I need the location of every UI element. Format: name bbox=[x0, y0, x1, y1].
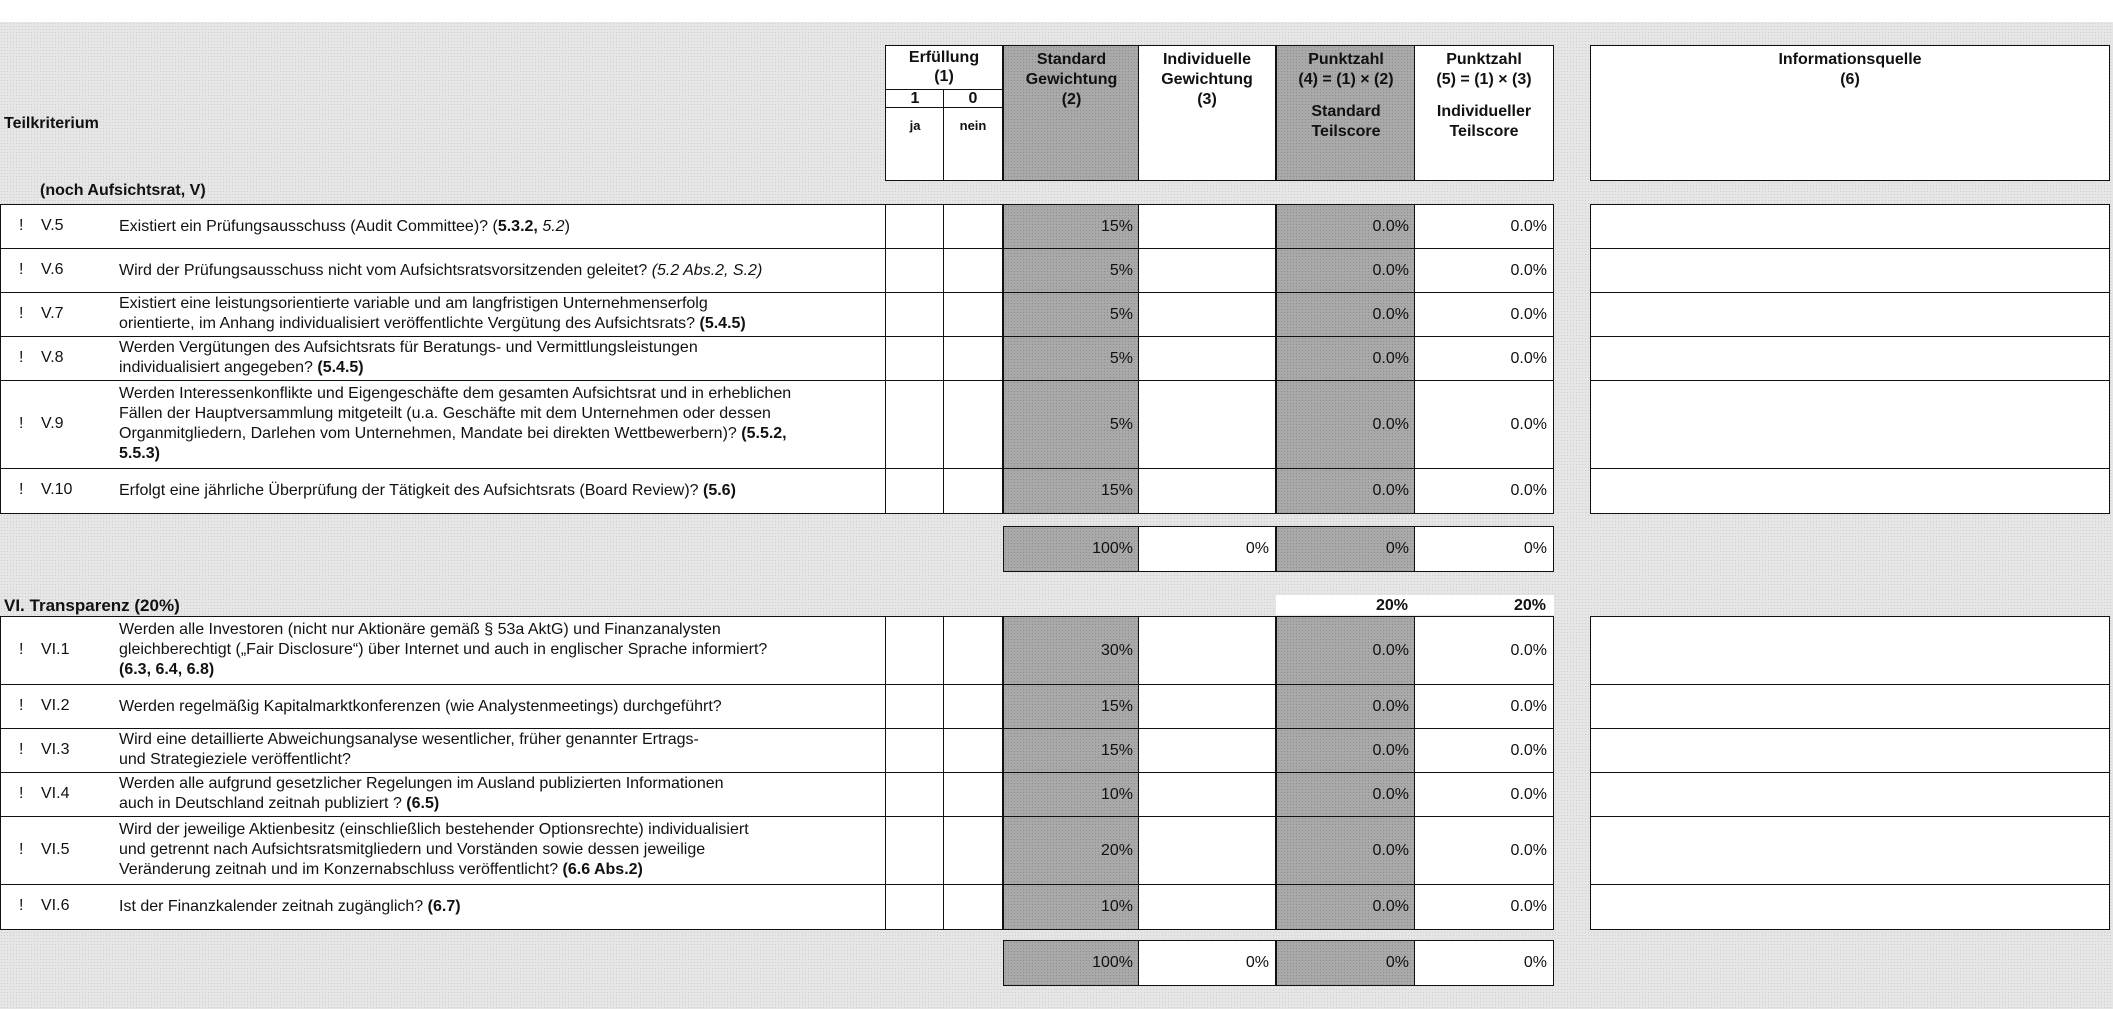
nein-checkbox[interactable] bbox=[943, 728, 1003, 774]
erfuellung-number: (1) bbox=[934, 68, 954, 85]
nein-checkbox[interactable] bbox=[943, 292, 1003, 338]
criterion-text: Werden Interessenkonflikte und Eigengeschäfte dem gesamten Aufsichtsrat und in erheblichen Fällen der Hauptversammlung mitgeteilt (u.a. Geschäfte mit dem Unternehmen oder dessen Organmitgliedern, Darlehen vom Unternehmen, Mandate bei direkten Wettbewerbern)? (5.5.2, 5.5.3) bbox=[119, 385, 792, 462]
individuelle-gewichtung-header bbox=[1138, 45, 1276, 181]
info-source-input[interactable] bbox=[1590, 468, 2110, 514]
individual-weight-input[interactable] bbox=[1138, 616, 1276, 686]
nein-checkbox[interactable] bbox=[943, 616, 1003, 686]
std-gew-line3: (2) bbox=[1061, 91, 1082, 108]
criterion-cell bbox=[0, 336, 887, 382]
standard-score-cell: 0.0% bbox=[1276, 616, 1416, 686]
info-source-input[interactable] bbox=[1590, 884, 2110, 930]
criterion-code: V.7 bbox=[41, 305, 64, 322]
standard-score-cell: 0.0% bbox=[1276, 684, 1416, 730]
value-1-header bbox=[885, 89, 945, 109]
standard-weight-cell: 5% bbox=[1003, 336, 1140, 382]
nein-label: nein bbox=[959, 118, 987, 133]
standard-weight-cell: 15% bbox=[1003, 468, 1140, 514]
ja-label: ja bbox=[909, 118, 921, 133]
ja-checkbox[interactable] bbox=[885, 772, 945, 818]
individual-score-cell: 0.0% bbox=[1414, 336, 1554, 382]
individual-score-cell: 0.0% bbox=[1414, 728, 1554, 774]
criterion-cell bbox=[0, 204, 887, 250]
standard-weight-cell: 5% bbox=[1003, 248, 1140, 294]
individual-score-cell: 0.0% bbox=[1414, 204, 1554, 250]
standard-weight-cell: 30% bbox=[1003, 616, 1140, 686]
importance-mark: ! bbox=[19, 415, 24, 432]
importance-mark: ! bbox=[19, 785, 24, 802]
criterion-text: Werden alle aufgrund gesetzlicher Regelungen im Ausland publizierten Informationen auch in Deutschland zeitnah publiziert ? (6.5) bbox=[119, 775, 724, 812]
pz4-line2: (4) = (1) × (2) bbox=[1298, 71, 1394, 88]
erfuellung-label: Erfüllung bbox=[908, 49, 980, 66]
nein-checkbox[interactable] bbox=[943, 468, 1003, 514]
criterion-text: Werden regelmäßig Kapitalmarktkonferenzen (wie Analystenmeetings) durchgeführt? bbox=[119, 698, 722, 715]
criterion-cell bbox=[0, 728, 887, 774]
individual-weight-input[interactable] bbox=[1138, 204, 1276, 250]
standard-weight-cell: 5% bbox=[1003, 380, 1140, 470]
section-vi-title: VI. Transparenz (20%) bbox=[4, 596, 180, 615]
total-standard-weight: 100% bbox=[1003, 526, 1140, 572]
nein-checkbox[interactable] bbox=[943, 336, 1003, 382]
teilkriterium-label: Teilkriterium bbox=[4, 115, 99, 132]
info-source-input[interactable] bbox=[1590, 204, 2110, 250]
ja-checkbox[interactable] bbox=[885, 204, 945, 250]
criterion-text: Wird eine detaillierte Abweichungsanalyse wesentlicher, früher genannter Ertrags- und Strategieziele veröffentlicht? bbox=[119, 731, 699, 768]
info-line1: Informationsquelle bbox=[1778, 51, 1922, 68]
criterion-text: Ist der Finanzkalender zeitnah zugänglich? (6.7) bbox=[119, 898, 461, 915]
std-gew-line1: Standard bbox=[1036, 51, 1107, 68]
importance-mark: ! bbox=[19, 261, 24, 278]
pz5-line4: Teilscore bbox=[1449, 123, 1519, 140]
value-1-label: 1 bbox=[910, 90, 920, 107]
ind-gew-line1: Individuelle bbox=[1162, 51, 1251, 68]
scorecard-page bbox=[0, 22, 2113, 1009]
standard-score-cell: 0.0% bbox=[1276, 336, 1416, 382]
individual-score-cell: 0.0% bbox=[1414, 684, 1554, 730]
ja-checkbox[interactable] bbox=[885, 380, 945, 470]
criterion-text: Existiert eine leistungsorientierte variable und am langfristigen Unternehmenserfolg orientierte, im Anhang individualisiert veröffentlichte Vergütung des Aufsichtsrats? (5.4.5) bbox=[119, 295, 746, 332]
criterion-cell bbox=[0, 292, 887, 338]
ja-checkbox[interactable] bbox=[885, 616, 945, 686]
criterion-cell bbox=[0, 468, 887, 514]
nein-checkbox[interactable] bbox=[943, 884, 1003, 930]
individual-weight-input[interactable] bbox=[1138, 884, 1276, 930]
standard-score-cell: 0.0% bbox=[1276, 204, 1416, 250]
standard-weight-cell: 10% bbox=[1003, 772, 1140, 818]
pz4-line1: Punktzahl bbox=[1308, 51, 1384, 68]
individual-weight-input[interactable] bbox=[1138, 248, 1276, 294]
importance-mark: ! bbox=[19, 305, 24, 322]
importance-mark: ! bbox=[19, 841, 24, 858]
standard-score-cell: 0.0% bbox=[1276, 816, 1416, 886]
standard-score-cell: 0.0% bbox=[1276, 468, 1416, 514]
criterion-text: Erfolgt eine jährliche Überprüfung der Tätigkeit des Aufsichtsrats (Board Review)? (5.6) bbox=[119, 482, 736, 499]
nein-checkbox[interactable] bbox=[943, 684, 1003, 730]
info-source-input[interactable] bbox=[1590, 684, 2110, 730]
pz5-line1: Punktzahl bbox=[1446, 51, 1522, 68]
standard-score-cell: 0.0% bbox=[1276, 292, 1416, 338]
individual-weight-input[interactable] bbox=[1138, 468, 1276, 514]
pz5-line3: Individueller bbox=[1436, 103, 1532, 120]
criterion-text: Werden alle Investoren (nicht nur Aktionäre gemäß § 53a AktG) und Finanzanalysten gleichberechtigt („Fair Disclosure“) über Internet und auch in englischer Sprache informiert? (6.3, 6.4, 6.8) bbox=[119, 621, 768, 678]
individual-weight-input[interactable] bbox=[1138, 292, 1276, 338]
informationsquelle-header bbox=[1590, 45, 2110, 181]
pz4-line4: Teilscore bbox=[1311, 123, 1381, 140]
criterion-cell bbox=[0, 816, 887, 886]
nein-checkbox[interactable] bbox=[943, 816, 1003, 886]
importance-mark: ! bbox=[19, 217, 24, 234]
value-0-label: 0 bbox=[968, 90, 978, 107]
standard-score-cell: 0.0% bbox=[1276, 380, 1416, 470]
ja-checkbox[interactable] bbox=[885, 468, 945, 514]
importance-mark: ! bbox=[19, 349, 24, 366]
criterion-cell bbox=[0, 616, 887, 686]
ja-checkbox[interactable] bbox=[885, 292, 945, 338]
std-gew-line2: Gewichtung bbox=[1025, 71, 1118, 88]
standard-weight-cell: 10% bbox=[1003, 884, 1140, 930]
individual-score-cell: 0.0% bbox=[1414, 884, 1554, 930]
ja-checkbox[interactable] bbox=[885, 684, 945, 730]
info-source-input[interactable] bbox=[1590, 292, 2110, 338]
total-individual-weight: 0% bbox=[1138, 940, 1276, 986]
info-source-input[interactable] bbox=[1590, 248, 2110, 294]
individual-weight-input[interactable] bbox=[1138, 772, 1276, 818]
section-v-title: (noch Aufsichtsrat, V) bbox=[40, 182, 206, 199]
nein-checkbox[interactable] bbox=[943, 204, 1003, 250]
individual-weight-input[interactable] bbox=[1138, 816, 1276, 886]
total-individual-weight: 0% bbox=[1138, 526, 1276, 572]
standard-score-cell: 0.0% bbox=[1276, 772, 1416, 818]
info-source-input[interactable] bbox=[1590, 816, 2110, 886]
total-standard-score: 0% bbox=[1276, 526, 1416, 572]
punktzahl-individuell-header bbox=[1414, 45, 1554, 181]
total-individual-score: 0% bbox=[1414, 526, 1554, 572]
standard-weight-cell: 20% bbox=[1003, 816, 1140, 886]
individual-score-cell: 0.0% bbox=[1414, 380, 1554, 470]
section-vi-ind-pct: 20% bbox=[1514, 597, 1547, 614]
standard-score-cell: 0.0% bbox=[1276, 884, 1416, 930]
total-standard-weight: 100% bbox=[1003, 940, 1140, 986]
nein-checkbox[interactable] bbox=[943, 380, 1003, 470]
standard-weight-cell: 15% bbox=[1003, 728, 1140, 774]
ja-checkbox[interactable] bbox=[885, 248, 945, 294]
info-source-input[interactable] bbox=[1590, 772, 2110, 818]
criterion-code: V.6 bbox=[41, 261, 64, 278]
importance-mark: ! bbox=[19, 641, 24, 658]
criterion-cell bbox=[0, 884, 887, 930]
criterion-cell bbox=[0, 684, 887, 730]
nein-checkbox[interactable] bbox=[943, 248, 1003, 294]
individual-weight-input[interactable] bbox=[1138, 336, 1276, 382]
info-source-input[interactable] bbox=[1590, 380, 2110, 470]
ind-gew-line2: Gewichtung bbox=[1161, 71, 1253, 88]
criterion-code: VI.1 bbox=[41, 641, 70, 658]
criterion-code: VI.6 bbox=[41, 897, 70, 914]
criterion-text: Wird der jeweilige Aktienbesitz (einschließlich bestehender Optionsrechte) individualisiert und getrennt nach Aufsichtsratsmitgliedern und Vorständen sowie dessen jeweilige Veränderung zeitnah und im Konzernabschluss veröffentlicht? (6.6 Abs.2) bbox=[119, 821, 749, 878]
importance-mark: ! bbox=[19, 741, 24, 758]
standard-weight-cell: 15% bbox=[1003, 204, 1140, 250]
individual-score-cell: 0.0% bbox=[1414, 772, 1554, 818]
criterion-code: VI.2 bbox=[41, 697, 70, 714]
section-vi-pct-band bbox=[1276, 595, 1554, 615]
info-source-input[interactable] bbox=[1590, 616, 2110, 686]
standard-score-cell: 0.0% bbox=[1276, 248, 1416, 294]
criterion-code: V.10 bbox=[41, 481, 73, 498]
individual-score-cell: 0.0% bbox=[1414, 468, 1554, 514]
criterion-text: Wird der Prüfungsausschuss nicht vom Aufsichtsratsvorsitzenden geleitet? (5.2 Abs.2, S.2) bbox=[119, 262, 763, 279]
criterion-code: VI.3 bbox=[41, 741, 70, 758]
importance-mark: ! bbox=[19, 897, 24, 914]
criterion-code: V.8 bbox=[41, 349, 64, 366]
criterion-code: VI.5 bbox=[41, 841, 70, 858]
pz5-line2: (5) = (1) × (3) bbox=[1436, 71, 1532, 88]
total-standard-score: 0% bbox=[1276, 940, 1416, 986]
total-individual-score: 0% bbox=[1414, 940, 1554, 986]
importance-mark: ! bbox=[19, 697, 24, 714]
section-vi-std-pct: 20% bbox=[1376, 597, 1409, 614]
standard-score-cell: 0.0% bbox=[1276, 728, 1416, 774]
punktzahl-standard-header bbox=[1276, 45, 1416, 181]
standard-weight-cell: 15% bbox=[1003, 684, 1140, 730]
individual-weight-input[interactable] bbox=[1138, 380, 1276, 470]
individual-score-cell: 0.0% bbox=[1414, 816, 1554, 886]
ind-gew-line3: (3) bbox=[1197, 91, 1217, 108]
standard-gewichtung-header bbox=[1003, 45, 1140, 181]
criterion-cell bbox=[0, 772, 887, 818]
individual-weight-input[interactable] bbox=[1138, 728, 1276, 774]
individual-score-cell: 0.0% bbox=[1414, 616, 1554, 686]
erfuellung-header bbox=[885, 45, 1003, 91]
criterion-cell bbox=[0, 380, 887, 470]
info-line2: (6) bbox=[1840, 71, 1860, 88]
nein-header bbox=[943, 107, 1003, 181]
criterion-text: Werden Vergütungen des Aufsichtsrats für Beratungs- und Vermittlungsleistungen individualisiert angegeben? (5.4.5) bbox=[119, 339, 698, 376]
nein-checkbox[interactable] bbox=[943, 772, 1003, 818]
ja-checkbox[interactable] bbox=[885, 884, 945, 930]
criterion-code: V.9 bbox=[41, 415, 64, 432]
ja-checkbox[interactable] bbox=[885, 728, 945, 774]
info-source-input[interactable] bbox=[1590, 728, 2110, 774]
individual-score-cell: 0.0% bbox=[1414, 292, 1554, 338]
ja-checkbox[interactable] bbox=[885, 336, 945, 382]
standard-weight-cell: 5% bbox=[1003, 292, 1140, 338]
value-0-header bbox=[943, 89, 1003, 109]
criterion-text: Existiert ein Prüfungsausschuss (Audit Committee)? (5.3.2, 5.2) bbox=[119, 218, 570, 235]
ja-header bbox=[885, 107, 945, 181]
importance-mark: ! bbox=[19, 481, 24, 498]
individual-score-cell: 0.0% bbox=[1414, 248, 1554, 294]
criterion-cell bbox=[0, 248, 887, 294]
pz4-line3: Standard bbox=[1311, 103, 1381, 120]
criterion-code: VI.4 bbox=[41, 785, 70, 802]
info-source-input[interactable] bbox=[1590, 336, 2110, 382]
criterion-code: V.5 bbox=[41, 217, 64, 234]
individual-weight-input[interactable] bbox=[1138, 684, 1276, 730]
ja-checkbox[interactable] bbox=[885, 816, 945, 886]
